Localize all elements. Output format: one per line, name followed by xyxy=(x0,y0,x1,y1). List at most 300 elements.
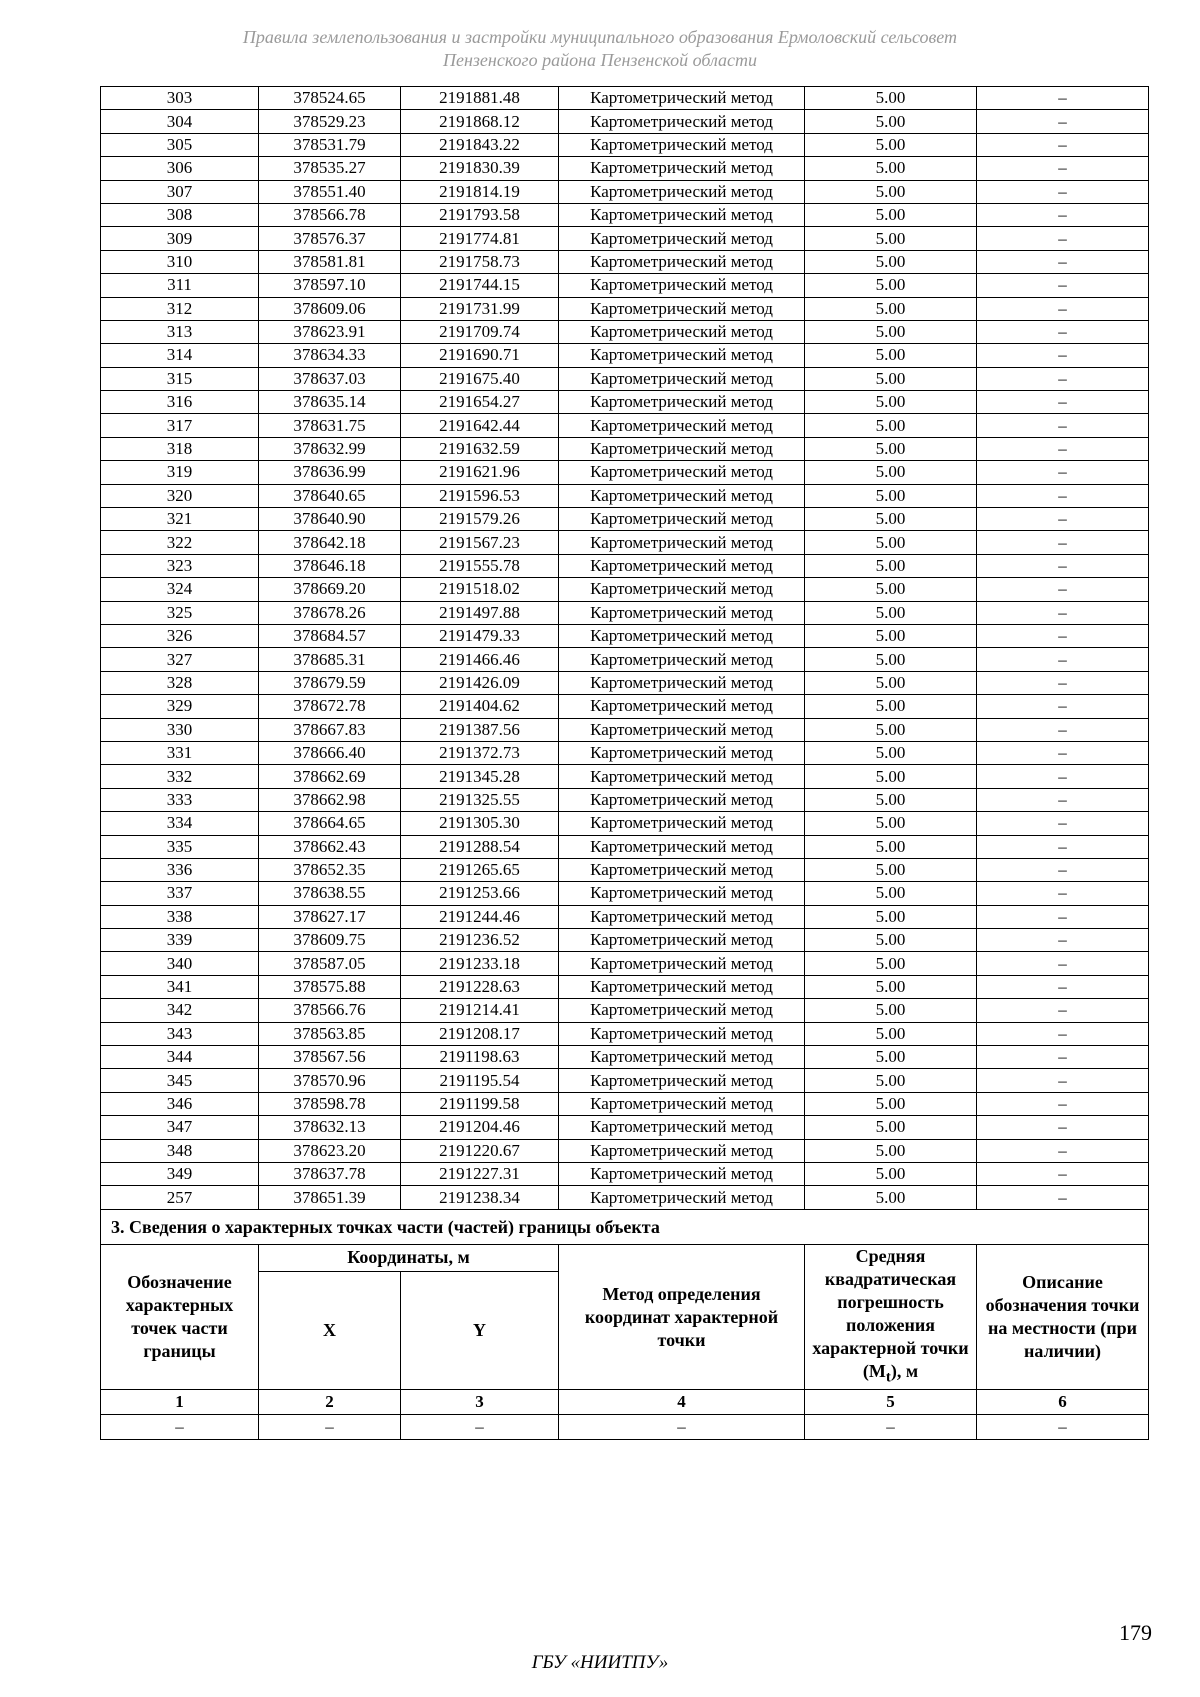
table-row xyxy=(101,320,1149,343)
method-cell: Картометрический метод xyxy=(559,788,805,811)
point-number-cell: 321 xyxy=(101,508,259,531)
error-cell: 5.00 xyxy=(805,508,977,531)
error-cell: 5.00 xyxy=(805,1069,977,1092)
table-row xyxy=(101,1116,1149,1139)
table-row xyxy=(101,227,1149,250)
method-cell: Картометрический метод xyxy=(559,274,805,297)
method-cell: Картометрический метод xyxy=(559,929,805,952)
header-x: X xyxy=(259,1271,401,1390)
point-number-cell: 334 xyxy=(101,812,259,835)
table-row xyxy=(101,1046,1149,1069)
x-coordinate-cell: 378563.85 xyxy=(259,1022,401,1045)
y-coordinate-cell: 2191426.09 xyxy=(401,671,559,694)
empty-cell: – xyxy=(559,1415,805,1440)
header-line-2: Пензенского района Пензенской области xyxy=(442,50,758,70)
description-cell: – xyxy=(977,999,1149,1022)
table-row xyxy=(101,367,1149,390)
y-coordinate-cell: 2191709.74 xyxy=(401,320,559,343)
x-coordinate-cell: 378678.26 xyxy=(259,601,401,624)
x-coordinate-cell: 378652.35 xyxy=(259,858,401,881)
x-coordinate-cell: 378664.65 xyxy=(259,812,401,835)
x-coordinate-cell: 378669.20 xyxy=(259,578,401,601)
method-cell: Картометрический метод xyxy=(559,671,805,694)
document-header xyxy=(0,26,1200,72)
description-cell: – xyxy=(977,601,1149,624)
section-3-title: 3. Сведения о характерных точках части (частей) границы объекта xyxy=(101,1209,1149,1244)
header-coordinates: Координаты, м xyxy=(259,1244,559,1271)
table-row xyxy=(101,812,1149,835)
description-cell: – xyxy=(977,812,1149,835)
method-cell: Картометрический метод xyxy=(559,508,805,531)
method-cell: Картометрический метод xyxy=(559,975,805,998)
method-cell: Картометрический метод xyxy=(559,905,805,928)
error-cell: 5.00 xyxy=(805,952,977,975)
header-designation: Обозначение характерных точек части границы xyxy=(101,1244,259,1390)
description-cell: – xyxy=(977,367,1149,390)
y-coordinate-cell: 2191227.31 xyxy=(401,1162,559,1185)
table-row xyxy=(101,718,1149,741)
y-coordinate-cell: 2191204.46 xyxy=(401,1116,559,1139)
x-coordinate-cell: 378570.96 xyxy=(259,1069,401,1092)
table-row xyxy=(101,1162,1149,1185)
method-cell: Картометрический метод xyxy=(559,391,805,414)
x-coordinate-cell: 378531.79 xyxy=(259,133,401,156)
table-row xyxy=(101,1139,1149,1162)
method-cell: Картометрический метод xyxy=(559,999,805,1022)
point-number-cell: 329 xyxy=(101,695,259,718)
error-cell: 5.00 xyxy=(805,788,977,811)
x-coordinate-cell: 378662.69 xyxy=(259,765,401,788)
table-row xyxy=(101,1069,1149,1092)
column-numbers-row xyxy=(101,1390,1149,1415)
table-row xyxy=(101,648,1149,671)
description-cell: – xyxy=(977,180,1149,203)
table-row xyxy=(101,180,1149,203)
y-coordinate-cell: 2191868.12 xyxy=(401,110,559,133)
x-coordinate-cell: 378581.81 xyxy=(259,250,401,273)
table-row xyxy=(101,484,1149,507)
x-coordinate-cell: 378609.75 xyxy=(259,929,401,952)
method-cell: Картометрический метод xyxy=(559,1092,805,1115)
method-cell: Картометрический метод xyxy=(559,110,805,133)
point-number-cell: 322 xyxy=(101,531,259,554)
error-cell: 5.00 xyxy=(805,484,977,507)
method-cell: Картометрический метод xyxy=(559,624,805,647)
x-coordinate-cell: 378640.65 xyxy=(259,484,401,507)
y-coordinate-cell: 2191195.54 xyxy=(401,1069,559,1092)
method-cell: Картометрический метод xyxy=(559,437,805,460)
point-number-cell: 342 xyxy=(101,999,259,1022)
header-description: Описание обозначения точки на местности (при наличии) xyxy=(977,1244,1149,1390)
y-coordinate-cell: 2191675.40 xyxy=(401,367,559,390)
error-cell: 5.00 xyxy=(805,578,977,601)
description-cell: – xyxy=(977,484,1149,507)
method-cell: Картометрический метод xyxy=(559,858,805,881)
x-coordinate-cell: 378684.57 xyxy=(259,624,401,647)
point-number-cell: 337 xyxy=(101,882,259,905)
point-number-cell: 331 xyxy=(101,741,259,764)
y-coordinate-cell: 2191690.71 xyxy=(401,344,559,367)
x-coordinate-cell: 378623.20 xyxy=(259,1139,401,1162)
y-coordinate-cell: 2191253.66 xyxy=(401,882,559,905)
method-cell: Картометрический метод xyxy=(559,578,805,601)
table-row xyxy=(101,882,1149,905)
point-number-cell: 311 xyxy=(101,274,259,297)
x-coordinate-cell: 378632.99 xyxy=(259,437,401,460)
x-coordinate-cell: 378524.65 xyxy=(259,87,401,110)
point-number-cell: 312 xyxy=(101,297,259,320)
description-cell: – xyxy=(977,437,1149,460)
point-number-cell: 335 xyxy=(101,835,259,858)
point-number-cell: 341 xyxy=(101,975,259,998)
method-cell: Картометрический метод xyxy=(559,765,805,788)
error-cell: 5.00 xyxy=(805,624,977,647)
error-cell: 5.00 xyxy=(805,929,977,952)
y-coordinate-cell: 2191881.48 xyxy=(401,87,559,110)
method-cell: Картометрический метод xyxy=(559,1162,805,1185)
point-number-cell: 318 xyxy=(101,437,259,460)
empty-data-row xyxy=(101,1415,1149,1440)
method-cell: Картометрический метод xyxy=(559,1139,805,1162)
method-cell: Картометрический метод xyxy=(559,203,805,226)
x-coordinate-cell: 378529.23 xyxy=(259,110,401,133)
table-row xyxy=(101,1022,1149,1045)
description-cell: – xyxy=(977,1069,1149,1092)
table-row xyxy=(101,975,1149,998)
point-number-cell: 319 xyxy=(101,461,259,484)
description-cell: – xyxy=(977,952,1149,975)
method-cell: Картометрический метод xyxy=(559,741,805,764)
x-coordinate-cell: 378640.90 xyxy=(259,508,401,531)
method-cell: Картометрический метод xyxy=(559,1046,805,1069)
description-cell: – xyxy=(977,929,1149,952)
y-coordinate-cell: 2191555.78 xyxy=(401,554,559,577)
x-coordinate-cell: 378567.56 xyxy=(259,1046,401,1069)
error-cell: 5.00 xyxy=(805,765,977,788)
y-coordinate-cell: 2191758.73 xyxy=(401,250,559,273)
x-coordinate-cell: 378566.76 xyxy=(259,999,401,1022)
table-row xyxy=(101,274,1149,297)
table-row xyxy=(101,765,1149,788)
empty-cell: – xyxy=(101,1415,259,1440)
coordinates-table-body xyxy=(101,87,1149,1210)
point-number-cell: 325 xyxy=(101,601,259,624)
description-cell: – xyxy=(977,414,1149,437)
description-cell: – xyxy=(977,1092,1149,1115)
y-coordinate-cell: 2191325.55 xyxy=(401,788,559,811)
table-row xyxy=(101,624,1149,647)
error-cell: 5.00 xyxy=(805,695,977,718)
table-row xyxy=(101,1186,1149,1209)
y-coordinate-cell: 2191305.30 xyxy=(401,812,559,835)
error-cell: 5.00 xyxy=(805,554,977,577)
description-cell: – xyxy=(977,250,1149,273)
error-cell: 5.00 xyxy=(805,437,977,460)
empty-cell: – xyxy=(805,1415,977,1440)
table-row xyxy=(101,250,1149,273)
x-coordinate-cell: 378575.88 xyxy=(259,975,401,998)
y-coordinate-cell: 2191793.58 xyxy=(401,203,559,226)
error-cell: 5.00 xyxy=(805,858,977,881)
point-number-cell: 332 xyxy=(101,765,259,788)
table-row xyxy=(101,601,1149,624)
empty-cell: – xyxy=(401,1415,559,1440)
point-number-cell: 320 xyxy=(101,484,259,507)
y-coordinate-cell: 2191466.46 xyxy=(401,648,559,671)
y-coordinate-cell: 2191479.33 xyxy=(401,624,559,647)
y-coordinate-cell: 2191387.56 xyxy=(401,718,559,741)
method-cell: Картометрический метод xyxy=(559,531,805,554)
x-coordinate-cell: 378666.40 xyxy=(259,741,401,764)
point-number-cell: 346 xyxy=(101,1092,259,1115)
error-cell: 5.00 xyxy=(805,367,977,390)
method-cell: Картометрический метод xyxy=(559,414,805,437)
description-cell: – xyxy=(977,203,1149,226)
table-row xyxy=(101,110,1149,133)
description-cell: – xyxy=(977,87,1149,110)
description-cell: – xyxy=(977,1116,1149,1139)
x-coordinate-cell: 378679.59 xyxy=(259,671,401,694)
point-number-cell: 328 xyxy=(101,671,259,694)
error-cell: 5.00 xyxy=(805,414,977,437)
point-number-cell: 310 xyxy=(101,250,259,273)
point-number-cell: 324 xyxy=(101,578,259,601)
x-coordinate-cell: 378634.33 xyxy=(259,344,401,367)
description-cell: – xyxy=(977,648,1149,671)
y-coordinate-cell: 2191579.26 xyxy=(401,508,559,531)
method-cell: Картометрический метод xyxy=(559,1186,805,1209)
description-cell: – xyxy=(977,905,1149,928)
table-row xyxy=(101,437,1149,460)
table-row xyxy=(101,858,1149,881)
point-number-cell: 336 xyxy=(101,858,259,881)
y-coordinate-cell: 2191632.59 xyxy=(401,437,559,460)
x-coordinate-cell: 378637.03 xyxy=(259,367,401,390)
point-number-cell: 338 xyxy=(101,905,259,928)
error-cell: 5.00 xyxy=(805,975,977,998)
description-cell: – xyxy=(977,835,1149,858)
method-cell: Картометрический метод xyxy=(559,297,805,320)
point-number-cell: 304 xyxy=(101,110,259,133)
table-row xyxy=(101,905,1149,928)
y-coordinate-cell: 2191198.63 xyxy=(401,1046,559,1069)
description-cell: – xyxy=(977,110,1149,133)
point-number-cell: 314 xyxy=(101,344,259,367)
error-cell: 5.00 xyxy=(805,1022,977,1045)
table-row xyxy=(101,952,1149,975)
description-cell: – xyxy=(977,1022,1149,1045)
table-row xyxy=(101,999,1149,1022)
error-cell: 5.00 xyxy=(805,1139,977,1162)
point-number-cell: 308 xyxy=(101,203,259,226)
header-y: Y xyxy=(401,1271,559,1390)
y-coordinate-cell: 2191814.19 xyxy=(401,180,559,203)
error-cell: 5.00 xyxy=(805,461,977,484)
error-cell: 5.00 xyxy=(805,180,977,203)
x-coordinate-cell: 378667.83 xyxy=(259,718,401,741)
point-number-cell: 257 xyxy=(101,1186,259,1209)
column-number: 3 xyxy=(401,1390,559,1415)
y-coordinate-cell: 2191288.54 xyxy=(401,835,559,858)
point-number-cell: 340 xyxy=(101,952,259,975)
y-coordinate-cell: 2191654.27 xyxy=(401,391,559,414)
point-number-cell: 316 xyxy=(101,391,259,414)
point-number-cell: 333 xyxy=(101,788,259,811)
x-coordinate-cell: 378632.13 xyxy=(259,1116,401,1139)
x-coordinate-cell: 378685.31 xyxy=(259,648,401,671)
coordinates-table xyxy=(100,86,1149,1440)
y-coordinate-cell: 2191731.99 xyxy=(401,297,559,320)
point-number-cell: 347 xyxy=(101,1116,259,1139)
description-cell: – xyxy=(977,624,1149,647)
y-coordinate-cell: 2191404.62 xyxy=(401,695,559,718)
y-coordinate-cell: 2191244.46 xyxy=(401,905,559,928)
y-coordinate-cell: 2191220.67 xyxy=(401,1139,559,1162)
description-cell: – xyxy=(977,975,1149,998)
y-coordinate-cell: 2191567.23 xyxy=(401,531,559,554)
method-cell: Картометрический метод xyxy=(559,601,805,624)
method-cell: Картометрический метод xyxy=(559,1116,805,1139)
description-cell: – xyxy=(977,765,1149,788)
description-cell: – xyxy=(977,578,1149,601)
error-cell: 5.00 xyxy=(805,835,977,858)
point-number-cell: 307 xyxy=(101,180,259,203)
description-cell: – xyxy=(977,1186,1149,1209)
method-cell: Картометрический метод xyxy=(559,133,805,156)
method-cell: Картометрический метод xyxy=(559,180,805,203)
description-cell: – xyxy=(977,1162,1149,1185)
y-coordinate-cell: 2191596.53 xyxy=(401,484,559,507)
description-cell: – xyxy=(977,788,1149,811)
error-cell: 5.00 xyxy=(805,87,977,110)
error-cell: 5.00 xyxy=(805,274,977,297)
table-row xyxy=(101,157,1149,180)
y-coordinate-cell: 2191830.39 xyxy=(401,157,559,180)
error-cell: 5.00 xyxy=(805,297,977,320)
error-cell: 5.00 xyxy=(805,1092,977,1115)
point-number-cell: 348 xyxy=(101,1139,259,1162)
table-row xyxy=(101,578,1149,601)
table-row xyxy=(101,835,1149,858)
description-cell: – xyxy=(977,858,1149,881)
y-coordinate-cell: 2191621.96 xyxy=(401,461,559,484)
error-cell: 5.00 xyxy=(805,741,977,764)
error-cell: 5.00 xyxy=(805,157,977,180)
error-cell: 5.00 xyxy=(805,882,977,905)
method-cell: Картометрический метод xyxy=(559,320,805,343)
x-coordinate-cell: 378598.78 xyxy=(259,1092,401,1115)
description-cell: – xyxy=(977,531,1149,554)
x-coordinate-cell: 378637.78 xyxy=(259,1162,401,1185)
description-cell: – xyxy=(977,882,1149,905)
description-cell: – xyxy=(977,695,1149,718)
method-cell: Картометрический метод xyxy=(559,882,805,905)
point-number-cell: 344 xyxy=(101,1046,259,1069)
description-cell: – xyxy=(977,391,1149,414)
header-line-1: Правила землепользования и застройки муниципального образования Ермоловский сельсовет xyxy=(242,27,958,47)
description-cell: – xyxy=(977,274,1149,297)
table-row xyxy=(101,671,1149,694)
description-cell: – xyxy=(977,1046,1149,1069)
table-row xyxy=(101,203,1149,226)
error-cell: 5.00 xyxy=(805,671,977,694)
description-cell: – xyxy=(977,227,1149,250)
page-number: 179 xyxy=(1119,1620,1152,1645)
y-coordinate-cell: 2191208.17 xyxy=(401,1022,559,1045)
x-coordinate-cell: 378662.43 xyxy=(259,835,401,858)
description-cell: – xyxy=(977,718,1149,741)
method-cell: Картометрический метод xyxy=(559,554,805,577)
x-coordinate-cell: 378566.78 xyxy=(259,203,401,226)
y-coordinate-cell: 2191214.41 xyxy=(401,999,559,1022)
point-number-cell: 313 xyxy=(101,320,259,343)
point-number-cell: 323 xyxy=(101,554,259,577)
point-number-cell: 305 xyxy=(101,133,259,156)
description-cell: – xyxy=(977,508,1149,531)
x-coordinate-cell: 378642.18 xyxy=(259,531,401,554)
point-number-cell: 306 xyxy=(101,157,259,180)
error-cell: 5.00 xyxy=(805,344,977,367)
error-cell: 5.00 xyxy=(805,1186,977,1209)
error-cell: 5.00 xyxy=(805,999,977,1022)
table-row xyxy=(101,1092,1149,1115)
description-cell: – xyxy=(977,741,1149,764)
error-cell: 5.00 xyxy=(805,250,977,273)
header-error: Средняя квадратическая погрешность положения характерной точки $(M_t)$, м xyxy=(805,1244,977,1390)
method-cell: Картометрический метод xyxy=(559,952,805,975)
description-cell: – xyxy=(977,671,1149,694)
y-coordinate-cell: 2191228.63 xyxy=(401,975,559,998)
error-cell: 5.00 xyxy=(805,1116,977,1139)
method-cell: Картометрический метод xyxy=(559,695,805,718)
y-coordinate-cell: 2191642.44 xyxy=(401,414,559,437)
method-cell: Картометрический метод xyxy=(559,227,805,250)
x-coordinate-cell: 378623.91 xyxy=(259,320,401,343)
method-cell: Картометрический метод xyxy=(559,87,805,110)
y-coordinate-cell: 2191497.88 xyxy=(401,601,559,624)
y-coordinate-cell: 2191744.15 xyxy=(401,274,559,297)
point-number-cell: 339 xyxy=(101,929,259,952)
x-coordinate-cell: 378609.06 xyxy=(259,297,401,320)
table-row xyxy=(101,133,1149,156)
error-cell: 5.00 xyxy=(805,531,977,554)
table-row xyxy=(101,391,1149,414)
error-cell: 5.00 xyxy=(805,718,977,741)
x-coordinate-cell: 378597.10 xyxy=(259,274,401,297)
point-number-cell: 326 xyxy=(101,624,259,647)
y-coordinate-cell: 2191843.22 xyxy=(401,133,559,156)
empty-cell: – xyxy=(977,1415,1149,1440)
table-row xyxy=(101,695,1149,718)
x-coordinate-cell: 378651.39 xyxy=(259,1186,401,1209)
y-coordinate-cell: 2191345.28 xyxy=(401,765,559,788)
method-cell: Картометрический метод xyxy=(559,250,805,273)
point-number-cell: 315 xyxy=(101,367,259,390)
x-coordinate-cell: 378551.40 xyxy=(259,180,401,203)
method-cell: Картометрический метод xyxy=(559,344,805,367)
y-coordinate-cell: 2191236.52 xyxy=(401,929,559,952)
point-number-cell: 349 xyxy=(101,1162,259,1185)
empty-cell: – xyxy=(259,1415,401,1440)
error-cell: 5.00 xyxy=(805,601,977,624)
y-coordinate-cell: 2191372.73 xyxy=(401,741,559,764)
error-cell: 5.00 xyxy=(805,320,977,343)
table-row xyxy=(101,344,1149,367)
x-coordinate-cell: 378535.27 xyxy=(259,157,401,180)
table-row xyxy=(101,87,1149,110)
point-number-cell: 309 xyxy=(101,227,259,250)
method-cell: Картометрический метод xyxy=(559,157,805,180)
